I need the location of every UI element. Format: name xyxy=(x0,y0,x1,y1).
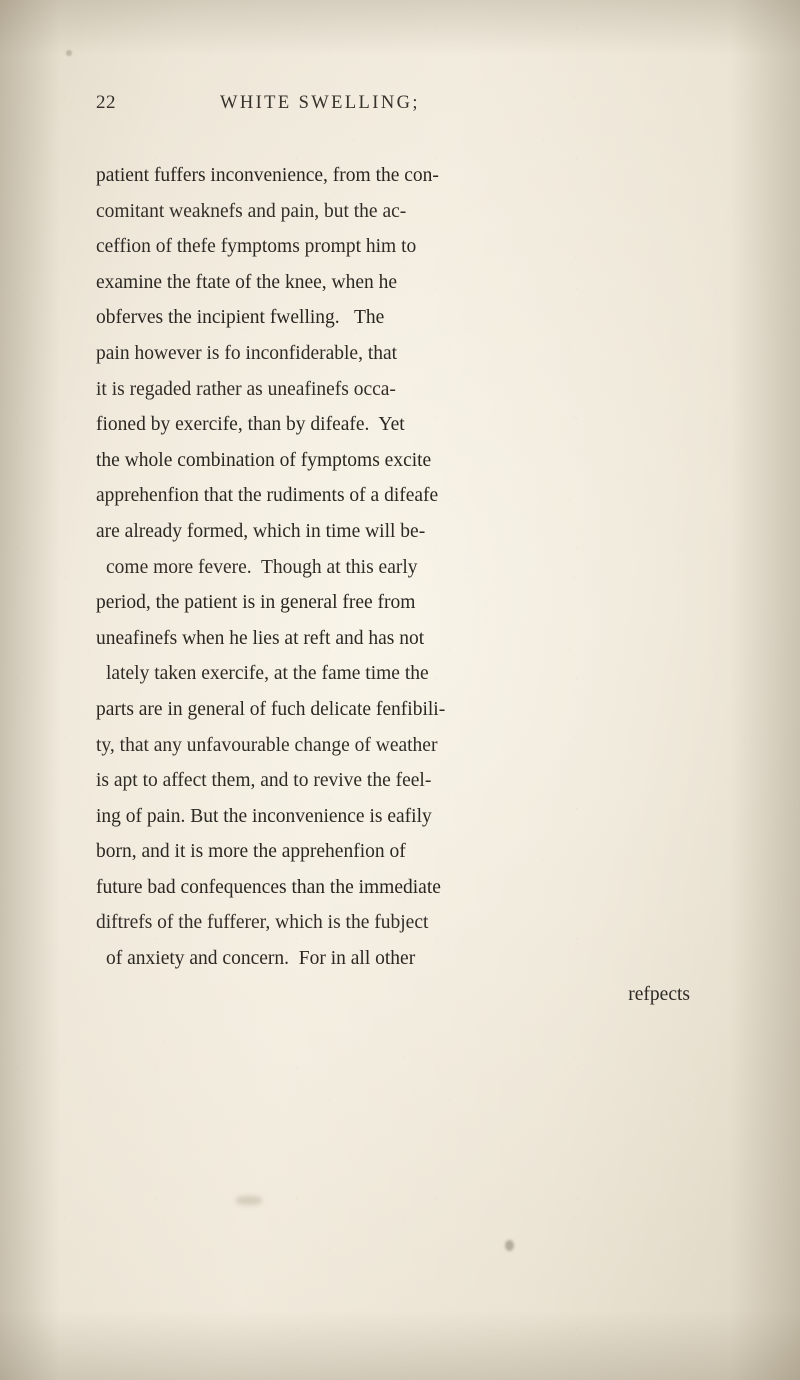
text-line: come more fevere. Though at this early xyxy=(106,556,418,578)
text-line: patient fuffers inconvenience, from the con- xyxy=(96,165,439,186)
page-edge-shadow-left xyxy=(0,0,60,1380)
ink-smudge xyxy=(66,50,72,56)
text-line: parts are in general of fuch delicate fenfibili- xyxy=(96,698,446,720)
text-line: it is regaded rather as uneafinefs occa- xyxy=(96,378,396,400)
text-line: lately taken exercife, at the fame time the xyxy=(106,663,429,685)
text-line: future bad confequences than the immediate xyxy=(96,876,441,898)
text-line: is apt to affect them, and to revive the feel- xyxy=(96,770,432,792)
text-line: diftrefs of the fufferer, which is the fubject xyxy=(96,912,429,934)
text-line: uneafinefs when he lies at reft and has not xyxy=(96,627,425,649)
text-line: of anxiety and concern. For in all other xyxy=(106,948,416,970)
page-edge-shadow-right xyxy=(730,0,800,1380)
text-line: pain however is fo inconfiderable, that xyxy=(96,342,398,364)
running-head xyxy=(96,92,708,114)
page-edge-shadow-top xyxy=(0,0,800,55)
page-number: 22 xyxy=(96,92,116,113)
text-line: obferves the incipient fwelling. The xyxy=(96,307,385,329)
ink-smudge xyxy=(236,1196,262,1205)
body-text xyxy=(96,158,708,1012)
ink-smudge xyxy=(505,1240,514,1251)
text-line: apprehenfion that the rudiments of a difeafe xyxy=(96,485,439,507)
text-line: ty, that any unfavourable change of weather xyxy=(96,734,438,756)
text-line: period, the patient is in general free from xyxy=(96,592,416,614)
page-edge-shadow-bottom xyxy=(0,1310,800,1380)
text-line: comitant weaknefs and pain, but the ac- xyxy=(96,200,407,222)
text-line: fioned by exercife, than by difeafe. Yet xyxy=(96,414,405,436)
text-line: born, and it is more the apprehenfion of xyxy=(96,841,406,863)
text-line-catchword: refpects xyxy=(628,983,690,1005)
page-text-block xyxy=(96,92,708,1012)
text-line: ing of pain. But the inconvenience is eafily xyxy=(96,805,432,827)
text-line: ceffion of thefe fymptoms prompt him to xyxy=(96,236,417,258)
text-line: the whole combination of fymptoms excite xyxy=(96,449,432,471)
text-line: examine the ftate of the knee, when he xyxy=(96,271,398,293)
text-line: are already formed, which in time will be- xyxy=(96,520,426,542)
running-head-title: WHITE SWELLING; xyxy=(220,93,420,113)
